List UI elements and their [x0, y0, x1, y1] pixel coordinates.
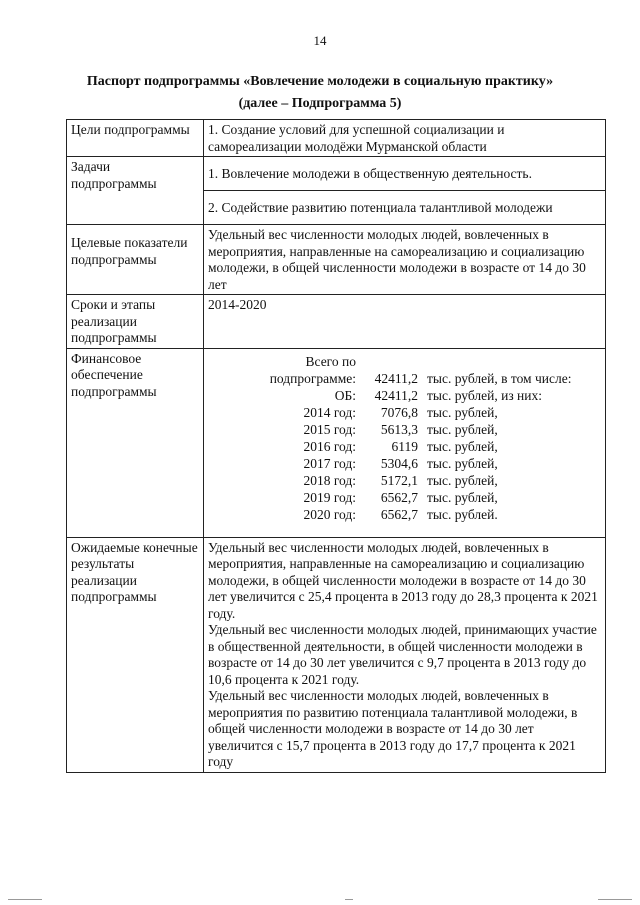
year-amount: 6562,7: [380, 489, 418, 505]
financing-cell: [204, 348, 606, 537]
financing-ob-row: [246, 387, 571, 404]
year-label: 2016 год:: [303, 438, 356, 454]
financing-total-row: [246, 353, 571, 387]
page-number: 14: [313, 33, 327, 48]
year-label: 2015 год:: [303, 421, 356, 437]
year-amount: 7076,8: [380, 404, 418, 420]
financing-ob-amount: 42411,2: [374, 387, 418, 403]
year-amount: 6562,7: [380, 506, 418, 522]
year-amount: 6119: [391, 438, 418, 454]
financing-year-row: [246, 421, 571, 438]
task-item: 2. Содействие развитию потенциала талантливой молодежи: [204, 191, 606, 225]
financing-total-label: Всего по подпрограмме:: [269, 353, 356, 386]
indicators-value: Удельный вес численности молодых людей, вовлеченных в мероприятия, направленные на самореализацию и социализацию молодежи, в общей численности молодежи в возрасте от 14 до 30 лет: [204, 225, 606, 295]
year-label: 2014 год:: [303, 404, 356, 420]
terms-row: [67, 295, 606, 349]
results-cell: [204, 537, 606, 772]
financing-year-row: [246, 438, 571, 455]
task-item: 1. Вовлечение молодежи в общественную деятельность.: [204, 157, 606, 191]
goals-row: [67, 120, 606, 157]
year-label: 2019 год:: [303, 489, 356, 505]
financing-row: [67, 348, 606, 537]
results-row: [67, 537, 606, 772]
financing-year-row: [246, 489, 571, 506]
year-unit: тыс. рублей,: [427, 489, 498, 505]
goals-label: Цели подпрограммы: [67, 120, 204, 157]
financing-year-row: [246, 455, 571, 472]
year-unit: тыс. рублей,: [427, 455, 498, 471]
passport-title: Паспорт подпрограммы «Вовлечение молодежи в социальную практику»: [86, 74, 554, 89]
financing-ob-unit: тыс. рублей, из них:: [427, 387, 542, 403]
result-paragraph: Удельный вес численности молодых людей, вовлеченных в мероприятия, направленные на самореализацию и социализацию молодежи, в общей численности молодежи в возрасте от 14 до 30 лет увеличится с 25,4 процента в 2013 году до 28,3 процента к 2021 году.: [208, 539, 598, 621]
financing-ob-label: ОБ:: [334, 387, 356, 403]
year-amount: 5613,3: [380, 421, 418, 437]
indicators-row: [67, 225, 606, 295]
page-footer-marks: [0, 897, 640, 905]
financing-label: Финансовое обеспечение подпрограммы: [67, 348, 204, 537]
year-amount: 5172,1: [380, 472, 418, 488]
tasks-label: Задачи подпрограммы: [67, 157, 204, 225]
year-unit: тыс. рублей.: [427, 506, 498, 522]
financing-table: [246, 353, 571, 523]
passport-table: [66, 119, 606, 773]
year-unit: тыс. рублей,: [427, 421, 498, 437]
tasks-row: [67, 157, 606, 191]
financing-year-row: [246, 472, 571, 489]
terms-value: 2014-2020: [204, 295, 606, 349]
year-label: 2018 год:: [303, 472, 356, 488]
goals-value: 1. Создание условий для успешной социализации и самореализации молодёжи Мурманской области: [204, 120, 606, 157]
results-label: Ожидаемые конечные результаты реализации подпрограммы: [67, 537, 204, 772]
result-paragraph: Удельный вес численности молодых людей, принимающих участие в общественной деятельности, в общей численности молодежи в возрасте от 14 до 30 лет увеличится с 9,7 процента в 2013 году до 10,6 процента к 2021 году.: [208, 622, 597, 687]
indicators-label: Целевые показатели подпрограммы: [67, 225, 204, 295]
financing-total-unit: тыс. рублей, в том числе:: [427, 370, 572, 386]
year-label: 2020 год:: [303, 506, 356, 522]
result-paragraph: Удельный вес численности молодых людей, вовлеченных в мероприятия по развитию потенциала талантливой молодежи, в общей численности молодежи в возрасте от 14 до 30 лет увеличится с 15,7 процента в 2013 году до 17,7 процента к 2021 году: [208, 688, 578, 769]
year-amount: 5304,6: [380, 455, 418, 471]
financing-year-row: [246, 404, 571, 421]
terms-label: Сроки и этапы реализации подпрограммы: [67, 295, 204, 349]
financing-total-amount: 42411,2: [374, 370, 418, 386]
year-unit: тыс. рублей,: [427, 472, 498, 488]
year-label: 2017 год:: [303, 455, 356, 471]
financing-year-row: [246, 506, 571, 523]
year-unit: тыс. рублей,: [427, 404, 498, 420]
year-unit: тыс. рублей,: [427, 438, 498, 454]
passport-subtitle: (далее – Подпрограмма 5): [238, 96, 402, 111]
